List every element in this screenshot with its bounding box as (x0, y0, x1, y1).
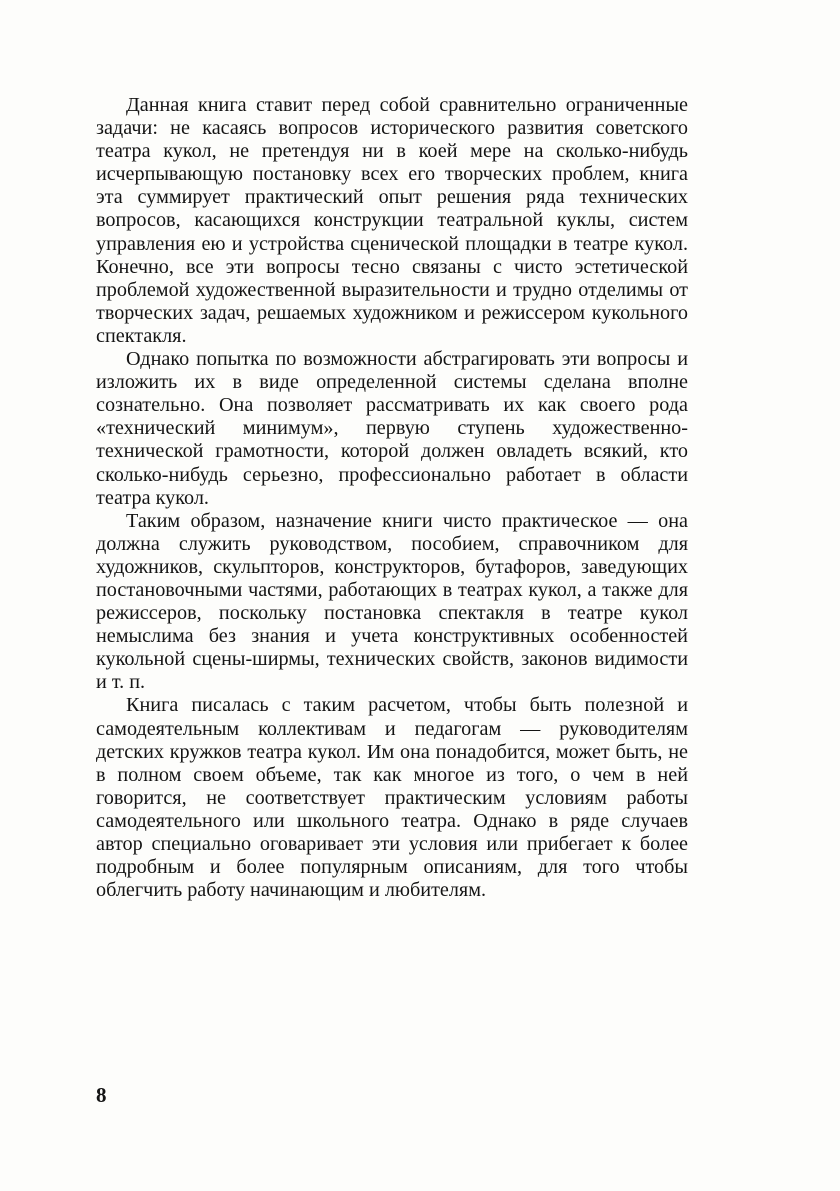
paragraph: Таким образом, назначение книги чисто практическое — она должна служить руководством, пособием, справочником для художников, скульпторов, конструкторов, бутафоров, заведующих постановочными частями, работающих в театрах кукол, а также для режиссеров, поскольку постановка спектакля в театре кукол немыслима без знания и учета конструктивных особенностей кукольной сцены-ширмы, технических свойств, законов видимости и т. п. (96, 509, 688, 694)
paragraph: Однако попытка по возможности абстрагировать эти вопросы и изложить их в виде определенной системы сделана вполне сознательно. Она позволяет рассматривать их как своего рода «технический минимум», первую ступень художественно-технической грамотности, которой должен овладеть всякий, кто сколько-нибудь серьезно, профессионально работает в области театра кукол. (96, 348, 688, 509)
page-number: 8 (96, 1083, 107, 1107)
body-text (96, 94, 688, 902)
paragraph: Данная книга ставит перед собой сравнительно ограниченные задачи: не касаясь вопросов исторического развития советского театра кукол, не претендуя ни в коей мере на сколько-нибудь исчерпывающую постановку всех его творческих проблем, книга эта суммирует практический опыт решения ряда технических вопросов, касающихся конструкции театральной куклы, систем управления ею и устройства сценической площадки в театре кукол. Конечно, все эти вопросы тесно связаны с чисто эстетической проблемой художественной выразительности и трудно отделимы от творческих задач, решаемых художником и режиссером кукольного спектакля. (96, 94, 688, 347)
paragraph: Книга писалась с таким расчетом, чтобы быть полезной и самодеятельным коллективам и педагогам — руководителям детских кружков театра кукол. Им она понадобится, может быть, не в полном своем объеме, так как многое из того, о чем в ней говорится, не соответствует практическим условиям работы самодеятельного или школьного театра. Однако в ряде случаев автор специально оговаривает эти условия или прибегает к более подробным и более популярным описаниям, для того чтобы облегчить работу начинающим и любителям. (96, 694, 688, 902)
